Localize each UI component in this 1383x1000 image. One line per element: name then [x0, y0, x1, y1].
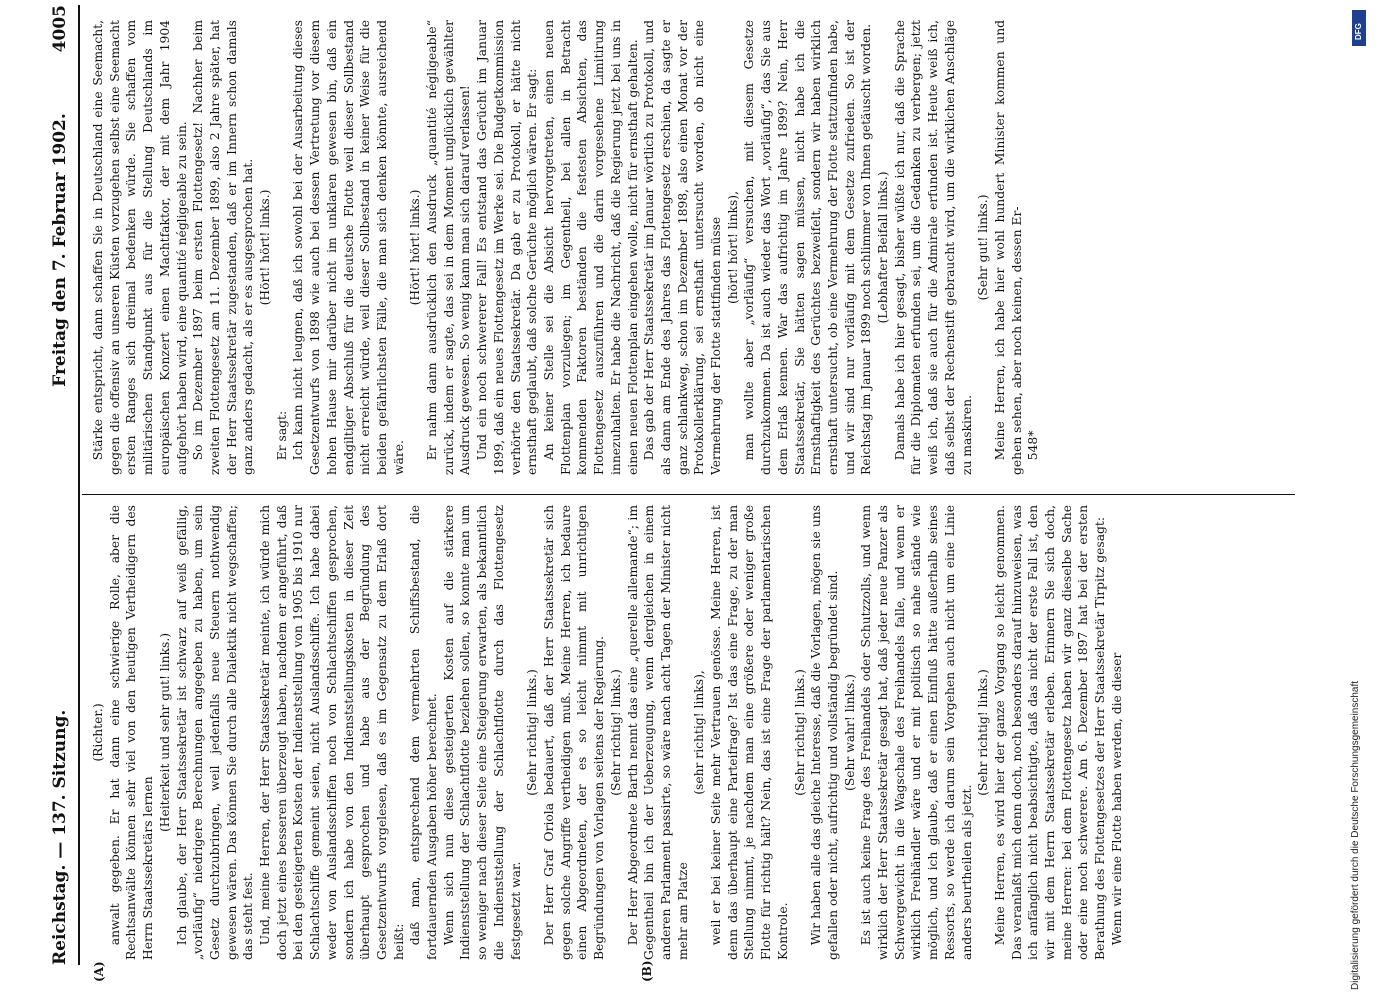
paragraph: (Hört! hört! links.)	[258, 189, 273, 306]
paragraph: (Sehr richtig! links.)	[525, 669, 540, 796]
paragraph: man wollte aber „vorläufig“ versuchen, mit diesem Gesetze durchzukommen. Da ist auch wieder das Wort „vorläufig“, das Sie aus dem Erlaß kennen. War das aufrichtig im Jahre 1899? Nein, Herr Staatssekretär, Sie hätten sagen müssen, nicht habe ich die Ernsthaftigkeit des Gerüchtes bezweifelt, sondern wir haben wirklich ernsthaft untersucht, ob eine Vermehrung der Flotte stattzufinden habe, und wir sind nur vorläufig mit dem Gesetze zufrieden. So ist der Reichstag im Januar 1899 noch schlimmer von Ihnen getäuscht worden.	[742, 20, 874, 475]
paragraph: Er sagt:	[274, 410, 289, 461]
paragraph: (Heiterkeit und sehr gut! links.)	[157, 632, 172, 833]
paragraph: Der Herr Graf Oriola bedauert, daß der Herr Staatssekretär sich gegen solche Angriffe vertheidigen muß. Meine Herren, ich bedaure einen Abgeordneten, der es so leicht nimmt mit unrichtigen Begründungen von Vorlagen seitens der Regierung.	[541, 505, 607, 960]
running-header-left: Reichstag. — 137. Sitzung.	[50, 709, 70, 965]
paragraph: (Richter.)	[91, 703, 105, 762]
dfg-logo	[1352, 10, 1366, 46]
paragraph: Damals habe ich hier gesagt, bisher wüßte ich nur, daß die Sprache für die Diplomaten erfunden sei, um die Gedanken zu verbergen; jetzt weiß ich, daß sie auch für die Admirale erfunden ist. Heute weiß ich, daß selbst der Rechenstift gebraucht wird, um die wirklichen Anschläge zu maskiren.	[892, 20, 974, 475]
paragraph: (Sehr richtig! links.)	[608, 669, 623, 796]
paragraph: (Sehr richtig! links.)	[792, 669, 807, 796]
paragraph: Der Herr Abgeordnete Barth nennt das eine „querelle allemande“; im Gegentheil bin ich der Ueberzeugung, wenn dergleichen in einem anderen Parlament passirte, so wäre nach acht Tagen der Minister nicht mehr am Platze	[625, 505, 690, 960]
paragraph: anwalt gegeben. Er hat dann eine schwierige Rolle, aber die Rechtsanwälte können sehr viel von den heutigen Vertheidigern des Herrn Staatssekretärs lernen	[107, 505, 156, 960]
paragraph: An keiner Stelle sei die Absicht hervorgetreten, einen neuen Flottenplan vorzulegen; im Gegentheil, bei allen in Betracht kommenden Faktoren beständen die festesten Absichten, das Flottengesetz auszuführen und die darin vorgesehene Limitirung innezuhalten. Er habe die Nachricht, daß die Regierung jetzt bei uns in einen neuen Flottenplan eingehen wolle, nicht für ernsthaft gehalten.	[541, 20, 640, 475]
paragraph: Ich glaube, der Herr Staatssekretär ist schwarz auf weiß gefällig, „vorläufig“ niedrigere Berechnungen angegeben zu haben, um sein Gesetz durchzubringen, weil jedenfalls neue Steuern nothwendig gewesen wären. Das können Sie durch alle Dialektik nicht wegschaffen; das steht fest.	[174, 505, 256, 960]
paragraph: Wenn sich nun diese gesteigerten Kosten auf die stärkere Indienststellung der Schlachtflotte beziehen sollen, so konnte man um so weniger nach dieser Seite eine Steigerung erwarten, als bekanntlich die Indienststellung der Schlachtflotte durch das Flottengesetz festgesetzt war.	[441, 505, 523, 960]
paragraph: Und, meine Herren, der Herr Staatssekretär meinte, ich würde mich doch jetzt eines besseren überzeugt haben, nachdem er angeführt, daß bei den gesteigerten Kosten der Indienststellung von 1905 bis 1910 nur Schlachtschiffe gemeint seien, nicht Auslandsschiffe. Ich habe dabei weder von Auslandsschiffen noch von Schlachtschiffen gesprochen, sondern ich habe von den Indienststellungskosten in dieser Zeit überhaupt gesprochen und habe aus der Begründung des Gesetzentwurfs vorgelesen, daß es im Gegensatz zu dem Erlaß dort heißt:	[258, 505, 406, 960]
paragraph: 548*	[1026, 430, 1041, 461]
paragraph: Das gab der Herr Staatssekretär im Januar wörtlich zu Protokoll, und als dann am Ende des Jahres das Flottengesetz erschien, da sagte er ganz schlankweg, schon im Dezember 1898, also einen Monat vor der Protokollerklärung, sei ernsthaft untersucht worden, ob nicht eine Vermehrung der Flotte stattfinden müsse	[642, 20, 724, 475]
paragraph: Meine Herren, es wird hier der ganze Vorgang so leicht genommen. Das veranlaßt mich denn doch, noch besonders darauf hinzuweisen, was ich anfänglich nicht beabsichtigte, daß das nicht der erste Fall ist, den wir mit dem Herrn Staatssekretär erleben. Erinnern Sie sich doch, meine Herren: bei dem Flottengesetz haben wir ganz dieselbe Sache oder eine noch schwerere. Am 6. Dezember 1897 hat bei der ersten Berathung des Flottengesetzes der Herr Staatssekretär Tirpitz gesagt:	[992, 505, 1108, 960]
paragraph: Es ist auch keine Frage des Freihandels oder Schutzzolls, und wenn wirklich der Herr Staatssekretär gesagt hat, daß jeder neue Panzer als Schwergewicht in die Wagschale des Freihandels falle, und wenn er wirklich Freihändler wäre und er mit politisch so nahe stände wie möglich, und ich glaube, daß er einen Einfluß hätte außerhalb seines Ressorts, so werde ich darum sein Vorgehen auch nicht um eine Linie anders beurtheilen als jetzt.	[859, 505, 974, 960]
left-text-column	[90, 505, 1300, 960]
paragraph: (Sehr wahr! links.)	[842, 674, 857, 791]
paragraph: Wenn wir eine Flotte haben werden, die dieser	[1109, 652, 1124, 946]
paragraph: Ich kann nicht leugnen, daß ich sowohl bei der Ausarbeitung dieses Gesetzentwurfs von 1898 wie auch bei dessen Vertretung vor diesem hohen Hause mir darüber nicht im unklaren gewesen bin, daß ein endgiltiger Abschluß für die deutsche Flotte weil dieser Sollbestand nicht erreicht würde, weil dieser Sollbestand in keiner Weise für die beiden gefährlichsten Fälle, die man sich denken könnte, ausreichend wäre.	[291, 20, 406, 475]
paragraph: weil er bei keiner Seite mehr Vertrauen genösse. Meine Herren, ist denn das überhaupt eine Parteifrage? Ist das eine Frage, zu der man Stellung nimmt, je nachdem man eine größere oder weniger große Flotte für richtig hält? Nein, das ist eine Frage der parlamentarischen Kontrole.	[709, 505, 790, 960]
paragraph: Wir haben alle das gleiche Interesse, daß die Vorlagen, mögen sie uns gefallen oder nicht, aufrichtig und vollständig begründet sind.	[809, 505, 840, 960]
page-number: 4005	[50, 5, 70, 53]
paragraph: (Sehr gut! links.)	[976, 194, 991, 301]
credit-text: Digitalisierung gefördert durch die Deutsche Forschungsgemeinschaft	[1350, 680, 1361, 990]
paragraph: Stärke entspricht, dann schaffen Sie in Deutschland eine Seemacht, gegen die offensiv an unseren Küsten vorzugehen selbst eine Seemacht ersten Ranges sich dreimal bedenken würde. Sie schaffen vom militärischen Standpunkt aus für die Stellung Deutschlands im europäischen Konzert einen Machtfaktor, der mit dem Jahr 1904 aufgehört haben wird, eine quantité négligeable zu sein.	[91, 20, 189, 475]
paragraph: Meine Herren, ich habe hier wohl hundert Minister kommen und gehen sehen, aber noch keinen, dessen Er-	[992, 20, 1024, 475]
digitization-credit	[1350, 10, 1370, 990]
paragraph: Und ein noch schwererer Fall! Es entstand das Gerücht im Januar 1899, daß ein neues Flottengesetz im Werke sei. Die Budgetkommission verhörte den Staatssekretär. Da gab er zu Protokoll, er hätte nicht ernsthaft geglaubt, daß solche Gerüchte möglich wären. Er sagt:	[475, 20, 540, 475]
paragraph: daß man, entsprechend dem vermehrten Schiffsbestand, die fortdauernden Ausgaben höher berechnet.	[408, 505, 440, 960]
header-rule	[78, 5, 80, 965]
paragraph: Er nahm dann ausdrücklich den Ausdruck „quantité négligeable“ zurück, indem er sagte, das sei in dem Moment unglücklich gewählter Ausdruck gewesen. So wenig kann man sich darauf verlassen!	[425, 20, 473, 475]
paragraph: (Hört! hört! links.)	[408, 189, 423, 306]
column-divider	[82, 494, 1295, 495]
paragraph: (sehr richtig! links),	[692, 670, 707, 795]
paragraph: (hört! hört! links),	[725, 190, 740, 305]
paragraph: (Lebhafter Beifall links.)	[876, 171, 891, 324]
margin-marker-b: (B)	[640, 960, 654, 982]
paragraph: So im Dezember 1897 beim ersten Flottengesetz! Nachher beim zweiten Flottengesetz am 11. Dezember 1899, also 2 Jahre später, hat der Herr Staatssekretär zugestanden, daß er im Innern schon damals ganz anders gedacht, als er es ausgesprochen hat.	[191, 20, 256, 475]
running-header-date: Freitag den 7. Februar 1902.	[50, 113, 70, 387]
margin-marker-a: (A)	[92, 961, 106, 982]
right-text-column	[90, 20, 1300, 475]
dfg-logo-text: DFG	[1354, 23, 1363, 40]
paragraph: (Sehr richtig! links.)	[976, 669, 991, 796]
